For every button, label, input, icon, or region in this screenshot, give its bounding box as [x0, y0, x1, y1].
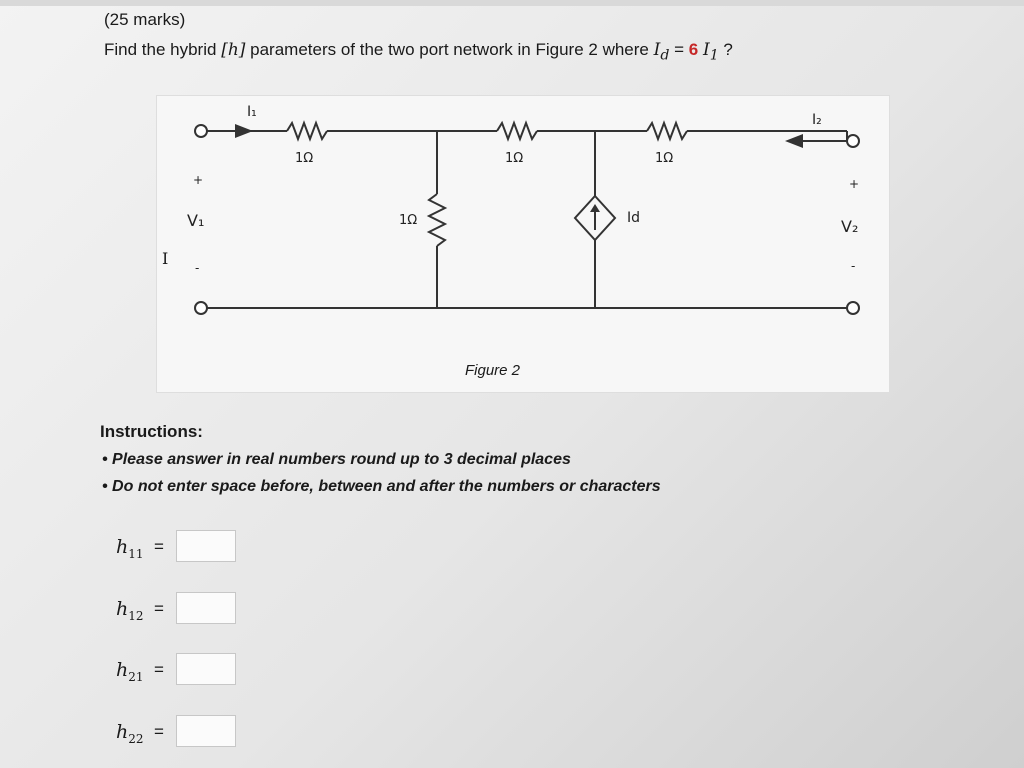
label-r-top-right: 1Ω — [655, 151, 674, 166]
current-i1-arrow — [235, 124, 253, 138]
label-v1: V₁ — [187, 211, 205, 230]
instruction-item-decimals: • Please answer in real numbers round up to 3 decimal places — [102, 451, 571, 468]
terminal-top-right — [847, 135, 859, 147]
label-i2: I₂ — [812, 112, 822, 128]
terminal-bottom-right — [847, 302, 859, 314]
terminal-bottom-left — [195, 302, 207, 314]
h22-input[interactable] — [176, 715, 236, 747]
h12-label: $h_{12}$ — [116, 598, 144, 623]
resistor-shunt — [429, 194, 445, 246]
label-r-top-mid: 1Ω — [505, 151, 524, 166]
label-v1-plus: + — [193, 173, 204, 187]
circuit-figure — [156, 95, 890, 393]
resistor-top-left — [287, 123, 327, 139]
source-arrow-head — [590, 204, 600, 212]
h22-equals: = — [154, 722, 164, 741]
label-v2: V₂ — [841, 217, 859, 236]
marks-label: (25 marks) — [104, 10, 186, 29]
question-text — [104, 40, 733, 63]
h11-equals: = — [154, 537, 164, 556]
current-i2-arrow — [785, 134, 803, 148]
h22-label: $h_{22}$ — [116, 721, 144, 746]
resistor-top-right — [647, 123, 687, 139]
instruction-item-spaces: • Do not enter space before, between and after the numbers or characters — [102, 478, 661, 495]
question-eq: = — [669, 40, 689, 59]
label-r-top-left: 1Ω — [295, 151, 314, 166]
label-v2-plus: + — [849, 177, 860, 191]
question-id-symbol: $I_d$ — [653, 40, 670, 64]
h21-equals: = — [154, 660, 164, 679]
h11-input[interactable] — [176, 530, 236, 562]
label-v2-minus: - — [851, 259, 856, 273]
question-h-symbol: [h] — [221, 40, 246, 60]
figure-caption: Figure 2 — [465, 362, 521, 379]
question-mid: parameters of the two port network in Figure 2 where — [245, 40, 654, 59]
label-i1: I₁ — [247, 104, 257, 120]
h11-label: $h_{11}$ — [116, 536, 144, 561]
h12-input[interactable] — [176, 592, 236, 624]
h21-input[interactable] — [176, 653, 236, 685]
question-prefix: Find the hybrid — [104, 40, 222, 59]
question-coefficient: 6 — [688, 40, 699, 59]
label-source: Id — [627, 210, 641, 226]
circuit-diagram — [157, 96, 889, 392]
question-i1-symbol: $I_1$ — [702, 40, 719, 64]
label-r-shunt: 1Ω — [399, 213, 418, 228]
instructions-title: Instructions: — [100, 422, 203, 441]
terminal-top-left — [195, 125, 207, 137]
label-v1-minus: - — [195, 261, 200, 275]
h21-label: $h_{21}$ — [116, 659, 144, 684]
resistor-top-mid — [497, 123, 537, 139]
h12-equals: = — [154, 599, 164, 618]
top-bar — [0, 0, 1024, 6]
text-cursor-icon: I — [162, 249, 169, 268]
question-end: ? — [718, 40, 733, 59]
